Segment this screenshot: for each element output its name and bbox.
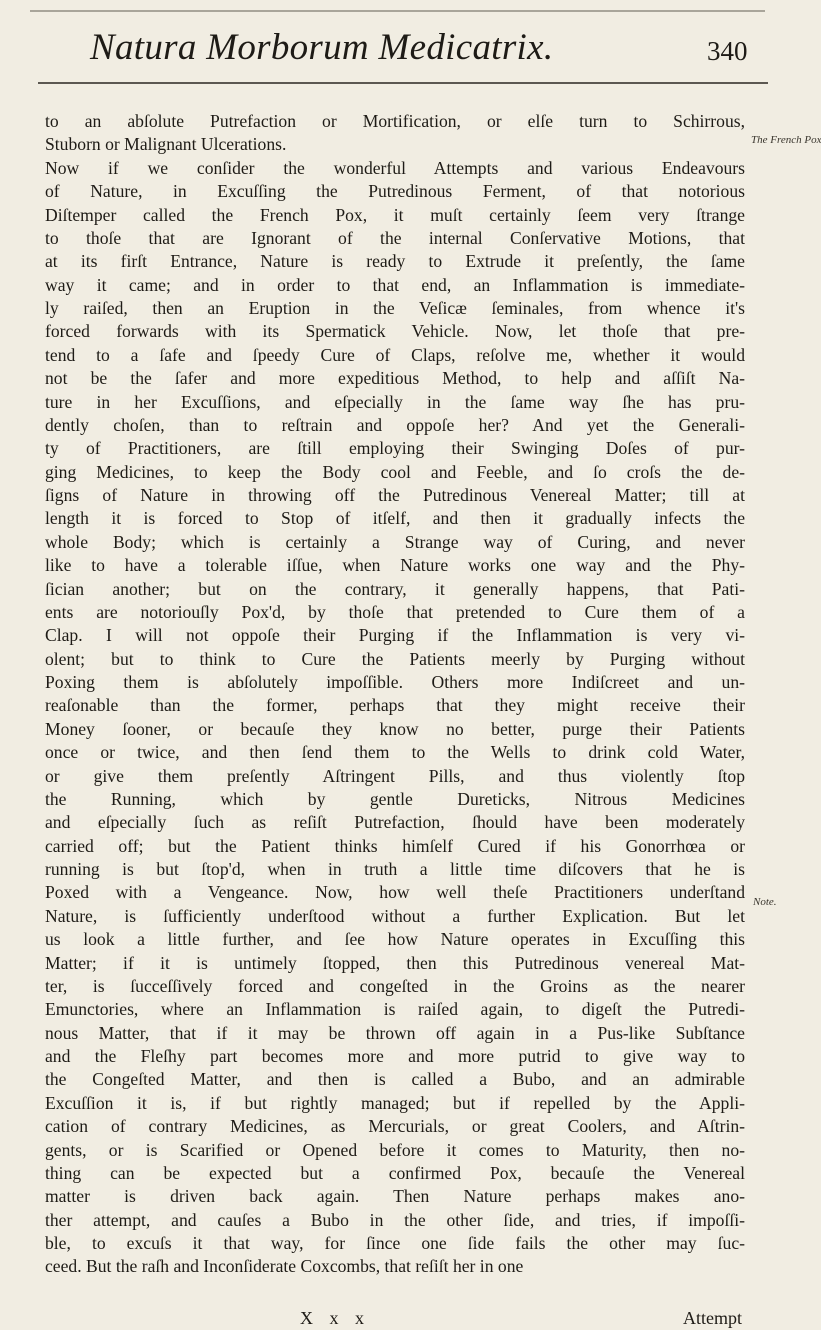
text-line: ents are notoriouſly Pox'd, by thoſe that pretended to Cure them of a [45,601,745,622]
text-line: ture in her Excuſſions, and eſpecially in the ſame way ſhe has pru- [45,391,745,412]
text-line: to thoſe that are Ignorant of the internal Conſervative Motions, that [45,227,745,248]
text-line: the Running, which by gentle Dureticks, Nitrous Medicines [45,788,745,809]
text-line: ceed. But the raſh and Inconſiderate Coxcombs, that reſiſt her in one [45,1256,524,1277]
text-line: running is but ſtop'd, when in truth a little time diſcovers that he is [45,859,745,879]
text-line: matter is driven back again. Then Nature perhaps makes ano- [45,1186,745,1207]
text-line: and eſpecially ſuch as reſiſt Putrefaction, ſhould have been moderately [45,812,745,833]
text-line: the Congeſted Matter, and then is called a Bubo, and an admirable [45,1069,745,1090]
text-line: way it came; and in order to that end, an Inflammation is immediate- [45,274,745,295]
text-line: dently choſen, than to reſtrain and oppoſe her? And yet the Generali- [45,414,745,435]
page-number: 340 [707,36,748,66]
text-line: length it is forced to Stop of itſelf, and then it gradually infects the [45,508,745,529]
text-line: like to have a tolerable iſſue, when Nature works one way and the Phy- [45,555,745,576]
text-line: olent; but to think to Cure the Patients meerly by Purging without [45,648,745,669]
header-rule [38,82,768,84]
text-line: us look a little further, and ſee how Nature operates in Excuſſing this [45,929,745,950]
text-line: ſician another; but on the contrary, it generally happens, that Pati- [45,578,745,599]
text-line: thing can be expected but a confirmed Pox, becauſe the Venereal [45,1162,745,1183]
text-line: and the Fleſhy part becomes more and more putrid to give way to [45,1046,745,1066]
text-line: ty of Practitioners, are ſtill employing their Swinging Doſes of pur- [45,438,745,459]
text-line: of Nature, in Excuſſing the Putredinous Ferment, of that notorious [45,181,745,202]
text-line: forced forwards with its Spermatick Vehicle. Now, let thoſe that pre- [45,321,745,342]
text-line: tend to a ſafe and ſpeedy Cure of Claps, reſolve me, whether it would [45,344,745,365]
page-header [0,26,800,74]
text-line: Emunctories, where an Inflammation is raiſed again, to digeſt the Putredi- [45,999,745,1020]
text-line: ly raiſed, then an Eruption in the Veſicæ ſeminales, from whence it's [45,298,745,318]
text-line: Poxing them is abſolutely impoſſible. Others more Indiſcreet and un- [45,672,745,692]
text-line: ging Medicines, to keep the Body cool and Feeble, and ſo croſs the de- [45,461,745,482]
text-line: Money ſooner, or becauſe they know no better, purge their Patients [45,718,745,739]
text-line: once or twice, and then ſend them to the Wells to drink cold Water, [45,742,745,763]
text-line: carried off; but the Patient thinks himſelf Cured if his Gonorrhœa or [45,835,745,856]
text-line: Stuborn or Malignant Ulcerations. [45,134,287,155]
text-line: reaſonable than the former, perhaps that they might receive their [45,695,745,716]
text-line: gents, or is Scarified or Opened before it comes to Maturity, then no- [45,1139,745,1160]
catchword: Attempt [683,1308,742,1328]
top-edge-rule [30,10,765,12]
text-line: or give them preſently Aſtringent Pills, and thus violently ſtop [45,765,745,786]
text-line: nous Matter, that if it may be thrown off again in a Pus-like Subſtance [45,1022,745,1043]
text-line: to an abſolute Putrefaction or Mortification, or elſe turn to Schirrous, [45,111,745,131]
text-line: ter, is ſucceſſively forced and congeſted in the Groins as the nearer [45,975,745,996]
text-line: Clap. I will not oppoſe their Purging if the Inflammation is very vi- [45,625,745,646]
text-line: Nature, is ſufficiently underſtood without a further Explication. But let [45,905,745,926]
signature-mark: X x x [300,1308,370,1328]
body-text [45,110,745,1279]
margin-note-french-pox: The French Pox [751,134,821,146]
text-line: whole Body; which is certainly a Strange way of Curing, and never [45,531,745,552]
text-line: Diſtemper called the French Pox, it muſt certainly ſeem very ſtrange [45,204,745,225]
running-title: Natura Morborum Medicatrix. [90,27,554,68]
text-line: at its firſt Entrance, Nature is ready to Extrude it preſently, the ſame [45,251,745,272]
text-line: ſigns of Nature in throwing off the Putredinous Venereal Matter; till at [45,485,745,505]
text-line: ther attempt, and cauſes a Bubo in the other ſide, and tries, if impoſſi- [45,1209,745,1230]
text-line: Now if we conſider the wonderful Attempts and various Endeavours [45,157,745,178]
margin-note-note: Note. [753,896,777,908]
text-line: ble, to excuſs it that way, for ſince one ſide fails the other may ſuc- [45,1233,745,1253]
text-line: not be the ſafer and more expeditious Method, to help and aſſiſt Na- [45,368,745,389]
text-line: Excuſſion it is, if but rightly managed; but if repelled by the Appli- [45,1092,745,1113]
text-line: Matter; if it is untimely ſtopped, then this Putredinous venereal Mat- [45,952,745,973]
text-line: cation of contrary Medicines, as Mercurials, or great Coolers, and Aſtrin- [45,1116,745,1137]
text-line: Poxed with a Vengeance. Now, how well theſe Practitioners underſtand [45,882,745,903]
